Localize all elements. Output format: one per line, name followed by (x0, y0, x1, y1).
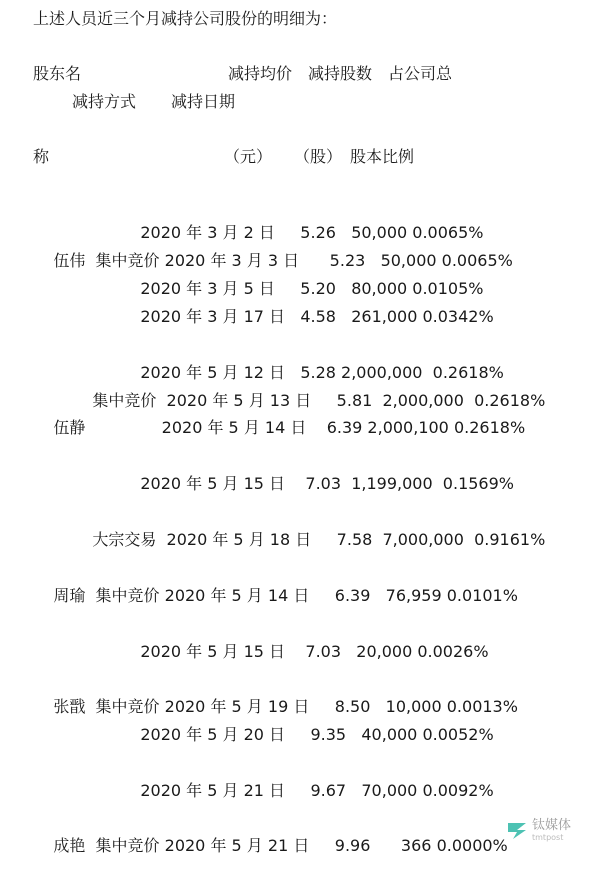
row-price: 5.81 (336, 391, 373, 410)
row-shares: 80,000 (351, 279, 408, 298)
row-date: 2020 年 5 月 21 日 (164, 836, 310, 855)
header-unit-yuan: （元） (224, 147, 273, 166)
row-price: 5.28 (300, 363, 336, 382)
row-shares: 366 (400, 836, 432, 855)
table-row (120, 287, 494, 347)
row-shares: 7,000,000 (382, 530, 464, 549)
row-price: 5.23 (329, 251, 366, 270)
header-holder: 股东名 (33, 64, 82, 83)
header-avg-price: 减持均价 (228, 64, 293, 83)
row-date: 2020 年 5 月 14 日 (161, 418, 307, 437)
row-holder: 周瑜 (53, 586, 86, 605)
row-ratio: 0.0092% (422, 781, 494, 800)
row-ratio: 0.9161% (474, 530, 546, 549)
row-shares: 76,959 (385, 586, 442, 605)
row-ratio: 0.0105% (412, 279, 484, 298)
row-method: 大宗交易 (92, 530, 157, 549)
row-shares: 2,000,000 (341, 363, 423, 382)
watermark (505, 808, 595, 852)
row-price: 6.39 (334, 586, 371, 605)
header-date: 减持日期 (171, 92, 236, 111)
tmtpost-logo-icon (505, 819, 529, 841)
row-holder: 成艳 (53, 836, 86, 855)
row-ratio: 0.1569% (442, 474, 514, 493)
row-date: 2020 年 3 月 17 日 (140, 307, 286, 326)
row-price: 8.50 (334, 697, 371, 716)
header-holder-cont: 称 (33, 147, 50, 166)
table-row (33, 566, 518, 626)
row-date: 2020 年 5 月 14 日 (164, 586, 310, 605)
row-shares: 2,000,100 (367, 418, 449, 437)
row-price: 5.20 (300, 279, 336, 298)
row-price: 7.03 (305, 474, 342, 493)
table-row (120, 705, 494, 765)
row-ratio: 0.0013% (446, 697, 518, 716)
row-date: 2020 年 3 月 2 日 (140, 223, 275, 242)
row-holder: 伍静 (53, 418, 86, 437)
row-method: 集中竞价 (95, 836, 160, 855)
row-shares: 261,000 (351, 307, 418, 326)
row-ratio: 0.0342% (422, 307, 494, 326)
table-row (72, 510, 545, 570)
row-date: 2020 年 5 月 15 日 (140, 474, 286, 493)
row-method: 集中竞价 (95, 697, 160, 716)
row-date: 2020 年 5 月 13 日 (166, 391, 312, 410)
row-price: 9.67 (310, 781, 347, 800)
row-date: 2020 年 5 月 20 日 (140, 725, 286, 744)
row-ratio: 0.2618% (432, 363, 504, 382)
table-row (120, 622, 489, 682)
intro-text: 上述人员近三个月减持公司股份的明细为： (33, 9, 338, 28)
header-ratio-cont: 股本比例 (350, 147, 415, 166)
row-date: 2020 年 5 月 19 日 (164, 697, 310, 716)
row-date: 2020 年 5 月 12 日 (140, 363, 286, 382)
row-holder: 张戬 (53, 697, 86, 716)
row-price: 7.58 (336, 530, 373, 549)
row-shares: 10,000 (385, 697, 442, 716)
header-ratio: 占公司总 (388, 64, 453, 83)
row-method: 集中竞价 (95, 586, 160, 605)
watermark-text: 钛媒体 (532, 817, 572, 833)
row-ratio: 0.0000% (436, 836, 508, 855)
row-shares: 2,000,000 (382, 391, 464, 410)
table-row (120, 761, 494, 821)
row-shares: 1,199,000 (351, 474, 433, 493)
row-price: 5.26 (300, 223, 336, 242)
row-price: 9.35 (310, 725, 347, 744)
watermark-subtext: tmtpost (532, 832, 564, 842)
row-ratio: 0.0026% (417, 642, 489, 661)
row-method: 集中竞价 (92, 391, 157, 410)
row-price: 4.58 (300, 307, 336, 326)
row-ratio: 0.0065% (441, 251, 513, 270)
row-method: 集中竞价 (95, 251, 160, 270)
table-row (120, 454, 514, 514)
table-row (33, 816, 508, 876)
row-ratio: 0.0101% (446, 586, 518, 605)
header-method: 减持方式 (72, 92, 137, 111)
header-shares: 减持股数 (308, 64, 373, 83)
row-price: 7.03 (305, 642, 342, 661)
row-date: 2020 年 5 月 21 日 (140, 781, 286, 800)
row-date: 2020 年 3 月 3 日 (164, 251, 300, 270)
row-ratio: 0.2618% (453, 418, 526, 437)
row-date: 2020 年 3 月 5 日 (140, 279, 275, 298)
row-ratio: 0.0052% (422, 725, 494, 744)
row-ratio: 0.2618% (474, 391, 546, 410)
table-row (33, 398, 525, 458)
row-shares: 70,000 (361, 781, 418, 800)
row-shares: 20,000 (356, 642, 413, 661)
row-shares: 50,000 (351, 223, 408, 242)
header-unit-shares: （股） (294, 147, 343, 166)
row-price: 9.96 (334, 836, 371, 855)
row-shares: 40,000 (361, 725, 418, 744)
row-date: 2020 年 5 月 15 日 (140, 642, 286, 661)
row-shares: 50,000 (380, 251, 437, 270)
row-ratio: 0.0065% (412, 223, 484, 242)
row-date: 2020 年 5 月 18 日 (166, 530, 312, 549)
row-holder: 伍伟 (53, 251, 86, 270)
row-price: 6.39 (326, 418, 363, 437)
